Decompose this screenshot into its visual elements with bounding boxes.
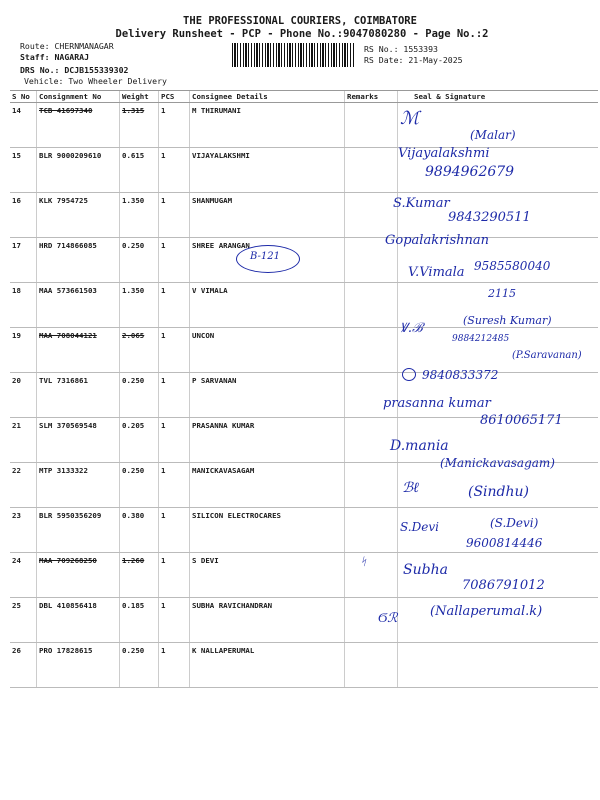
row-consignee: K NALLAPERUMAL — [190, 643, 345, 688]
row-consignee: SILICON ELECTROCARES — [190, 508, 345, 553]
row-pcs: 1 — [159, 103, 190, 148]
vehicle-label: Vehicle: Two Wheeler Delivery — [24, 76, 167, 86]
row-remarks — [345, 643, 398, 688]
runsheet-subtitle: Delivery Runsheet - PCP - Phone No.:9047080280 - Page No.:2 — [115, 28, 489, 40]
signature-14-name: (Malar) — [470, 128, 516, 142]
row-pcs: 1 — [159, 148, 190, 193]
row-remarks — [345, 328, 398, 373]
signature-25-phone: 7086791012 — [462, 578, 545, 593]
rs-date: RS Date: 21-May-2025 — [364, 55, 463, 65]
row-consignee: SHREE ARANGAN — [190, 238, 345, 283]
row-sno: 20 — [10, 373, 37, 418]
signature-16-phone: 9843290511 — [448, 210, 531, 225]
signature-16-name: S.Kumar — [393, 196, 450, 211]
row-consignment: SLM 370569548 — [37, 418, 120, 463]
signature-18-name: V.Vimala — [408, 265, 465, 280]
signature-23-mark: ℬℓ — [402, 480, 419, 496]
row-remarks — [345, 283, 398, 328]
signature-15-name: Vijayalakshmi — [398, 146, 490, 161]
row-consignee: P SARVANAN — [190, 373, 345, 418]
col-sno: S No — [10, 91, 37, 103]
barcode — [232, 43, 354, 67]
signature-20-name: (P.Saravanan) — [512, 350, 582, 361]
col-weight: Weight — [120, 91, 159, 103]
signature-21-name: prasanna kumar — [383, 396, 491, 411]
row-weight: 0.250 — [120, 463, 159, 508]
drs-number: DRS No.: DCJB155339302 — [20, 65, 129, 75]
row-consignment: BLR 9000209610 — [37, 148, 120, 193]
signature-14: ℳ — [400, 108, 420, 129]
signature-26-mark: Ϭℛ — [378, 611, 398, 626]
row-consignment: MAA 573661503 — [37, 283, 120, 328]
row-remarks — [345, 508, 398, 553]
row-weight: 1.350 — [120, 283, 159, 328]
row-pcs: 1 — [159, 463, 190, 508]
row-consignee: V VIMALA — [190, 283, 345, 328]
row-sno: 14 — [10, 103, 37, 148]
row-weight: 2.065 — [120, 328, 159, 373]
row-consignee: UNCON — [190, 328, 345, 373]
row-consignee: VIJAYALAKSHMI — [190, 148, 345, 193]
staff-label: Staff: NAGARAJ — [20, 52, 90, 62]
signature-25-name: Subha — [403, 562, 448, 578]
row-pcs: 1 — [159, 418, 190, 463]
signature-19-name: (Suresh Kumar) — [463, 314, 552, 327]
row-weight: 0.250 — [120, 643, 159, 688]
row-sno: 22 — [10, 463, 37, 508]
row-remarks — [345, 463, 398, 508]
table-row — [10, 328, 598, 373]
signature-22-name: (Manickavasagam) — [440, 456, 555, 470]
row-consignment: MTP 3133322 — [37, 463, 120, 508]
row-consignee: PRASANNA KUMAR — [190, 418, 345, 463]
row-remarks — [345, 193, 398, 238]
signature-25-tick: ᛋ — [360, 555, 367, 568]
row-weight: 0.185 — [120, 598, 159, 643]
row-consignment: MAA 709268250 — [37, 553, 120, 598]
row-consignment: KLK 7954725 — [37, 193, 120, 238]
signature-18-extra: 2115 — [488, 287, 516, 300]
row-pcs: 1 — [159, 193, 190, 238]
row-weight: 0.205 — [120, 418, 159, 463]
row-pcs: 1 — [159, 238, 190, 283]
row-consignment: HRD 714866085 — [37, 238, 120, 283]
row-pcs: 1 — [159, 643, 190, 688]
signature-22-mark: D.mania — [390, 438, 449, 454]
row-consignee: SHANMUGAM — [190, 193, 345, 238]
row-consignment: PRO 17828615 — [37, 643, 120, 688]
signature-18-phone: 9585580040 — [474, 259, 551, 273]
signature-19-mark: Ꝟ.ℬ — [400, 321, 423, 336]
signature-26-name: (Nallaperumal.k) — [430, 604, 543, 619]
row-weight: 0.250 — [120, 373, 159, 418]
row-consignment: DBL 410856418 — [37, 598, 120, 643]
row-sno: 17 — [10, 238, 37, 283]
row-pcs: 1 — [159, 598, 190, 643]
company-title: THE PROFESSIONAL COURIERS, COIMBATORE — [183, 15, 417, 27]
row-consignment: TVL 7316861 — [37, 373, 120, 418]
row-pcs: 1 — [159, 283, 190, 328]
signature-23-name: (Sindhu) — [468, 484, 530, 500]
table-row — [10, 643, 598, 688]
signature-19-phone: 9884212485 — [452, 334, 510, 344]
signature-20-phone: 9840833372 — [422, 368, 499, 382]
row-weight: 1.315 — [120, 103, 159, 148]
row-remarks — [345, 148, 398, 193]
row-sno: 16 — [10, 193, 37, 238]
row-consignment: MAA 708044121 — [37, 328, 120, 373]
row-sno: 19 — [10, 328, 37, 373]
signature-20-mark — [402, 368, 416, 381]
signature-21-phone: 8610065171 — [480, 413, 563, 428]
row-consignee: S DEVI — [190, 553, 345, 598]
row-pcs: 1 — [159, 373, 190, 418]
row-weight: 1.260 — [120, 553, 159, 598]
table-row — [10, 373, 598, 418]
row-pcs: 1 — [159, 553, 190, 598]
signature-24-copy: (S.Devi) — [490, 516, 539, 530]
signature-15-phone: 9894962679 — [425, 164, 515, 180]
row-pcs: 1 — [159, 508, 190, 553]
signature-24-name: S.Devi — [400, 520, 439, 534]
row-sno: 23 — [10, 508, 37, 553]
row-weight: 0.250 — [120, 238, 159, 283]
row-consignment: BLR 5950356209 — [37, 508, 120, 553]
table-header-row — [10, 91, 598, 103]
row-sno: 15 — [10, 148, 37, 193]
handwritten-note: B-121 — [250, 251, 280, 262]
row-sno: 26 — [10, 643, 37, 688]
row-consignee: SUBHA RAVICHANDRAN — [190, 598, 345, 643]
row-sno: 25 — [10, 598, 37, 643]
col-consignment: Consignment No — [37, 91, 120, 103]
col-seal: Seal & Signature — [398, 91, 599, 103]
row-pcs: 1 — [159, 328, 190, 373]
route-label: Route: CHERNMANAGAR — [20, 41, 114, 51]
row-consignee: M THIRUMANI — [190, 103, 345, 148]
row-remarks — [345, 553, 398, 598]
col-consignee: Consignee Details — [190, 91, 345, 103]
signature-24-phone: 9600814446 — [466, 536, 543, 550]
rs-number: RS No.: 1553393 — [364, 44, 438, 54]
row-remarks — [345, 103, 398, 148]
row-weight: 1.350 — [120, 193, 159, 238]
col-remarks: Remarks — [345, 91, 398, 103]
row-sno: 18 — [10, 283, 37, 328]
row-seal — [398, 643, 599, 688]
row-consignee: MANICKAVASAGAM — [190, 463, 345, 508]
row-sno: 24 — [10, 553, 37, 598]
row-weight: 0.615 — [120, 148, 159, 193]
row-consignment: TCB 41697340 — [37, 103, 120, 148]
row-sno: 21 — [10, 418, 37, 463]
row-weight: 0.380 — [120, 508, 159, 553]
col-pcs: PCS — [159, 91, 190, 103]
signature-17: Gopalakrishnan — [385, 233, 489, 248]
